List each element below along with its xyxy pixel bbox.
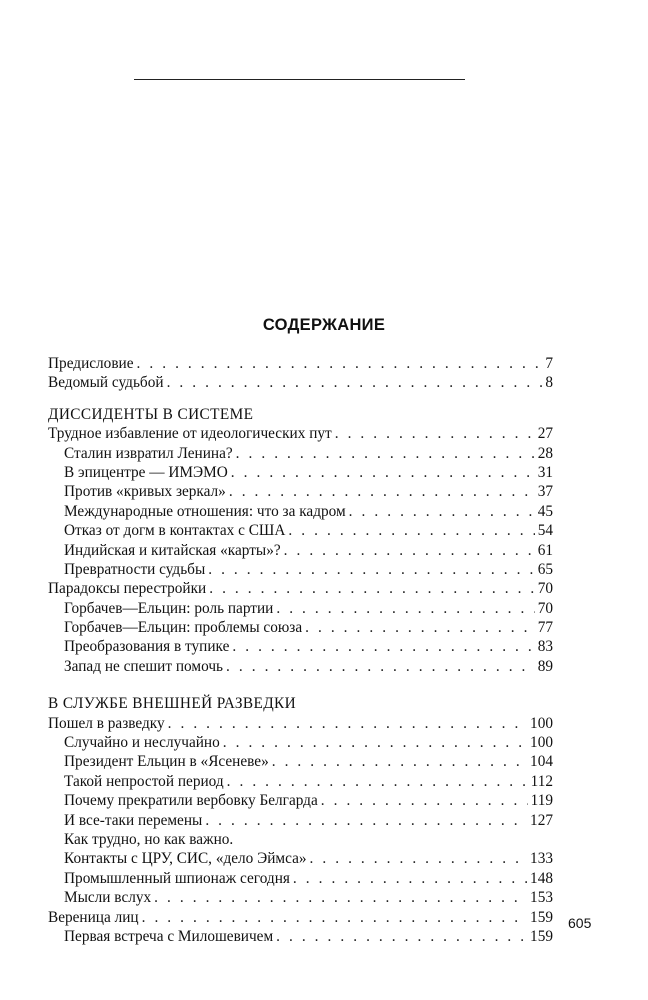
dot-leader	[284, 541, 535, 560]
toc-entry-led-by-fate[interactable]	[48, 373, 553, 392]
toc-subentry[interactable]	[48, 869, 553, 888]
toc-entry-page: 7	[545, 355, 553, 372]
toc-entry-title: Горбачев—Ельцин: роль партии	[64, 599, 274, 617]
dot-leader	[305, 618, 535, 637]
toc-subentry[interactable]	[48, 830, 553, 849]
dot-leader	[154, 888, 527, 907]
toc-entry-title: Горбачев—Ельцин: проблемы союза	[64, 619, 303, 637]
toc-entry-title: В эпицентре — ИМЭМО	[64, 463, 228, 481]
toc-subentry[interactable]	[48, 541, 553, 560]
toc-entry-page: 159	[530, 927, 553, 945]
toc-entry-title: Пошел в разведку	[48, 714, 165, 732]
toc-entry-page: 119	[530, 792, 553, 810]
dot-leader	[321, 791, 528, 810]
dot-leader	[335, 424, 535, 443]
toc-entry-page: 28	[537, 444, 553, 462]
toc-entry-title: И все-таки перемены	[64, 811, 203, 829]
toc-entry-title: Мысли вслух	[64, 889, 152, 907]
page-number: 605	[568, 915, 592, 931]
table-of-contents	[48, 354, 553, 946]
toc-entry-page: 127	[530, 811, 553, 829]
toc-entry[interactable]	[48, 424, 553, 443]
dot-leader	[349, 502, 535, 521]
toc-entry[interactable]	[48, 908, 553, 927]
toc-entry-title: Против «кривых зеркал»	[64, 483, 226, 501]
toc-subentry[interactable]	[48, 772, 553, 791]
toc-entry-title: Международные отношения: что за кадром	[64, 502, 346, 520]
toc-entry-title: Вереница лиц	[48, 908, 139, 926]
toc-entry-page: 100	[530, 714, 553, 732]
toc-subentry[interactable]	[48, 521, 553, 540]
dot-leader	[232, 637, 534, 656]
toc-entry-page: 104	[530, 753, 553, 771]
toc-entry-page: 112	[530, 772, 553, 790]
toc-entry-page: 27	[537, 425, 553, 443]
toc-subentry[interactable]	[48, 560, 553, 579]
toc-entry-page: 89	[537, 657, 553, 675]
dot-leader	[209, 579, 534, 598]
toc-entry[interactable]	[48, 579, 553, 598]
toc-entry-page: 133	[530, 850, 553, 868]
dot-leader	[236, 444, 535, 463]
toc-entry-page: 45	[537, 502, 553, 520]
dot-leader	[293, 869, 527, 888]
toc-entry-page: 148	[530, 869, 553, 887]
dot-leader	[229, 482, 535, 501]
toc-entry-page: 70	[537, 599, 553, 617]
toc-subentry[interactable]	[48, 657, 553, 676]
toc-entry-title: Ведомый судьбой	[48, 374, 164, 392]
toc-entry-title: Такой непростой период	[64, 772, 224, 790]
dot-leader	[272, 752, 527, 771]
dot-leader	[167, 373, 543, 392]
dot-leader	[168, 714, 527, 733]
toc-entry-title: Случайно и неслучайно	[64, 734, 220, 752]
dot-leader	[226, 657, 535, 676]
toc-entry-page: 65	[537, 560, 553, 578]
toc-subentry[interactable]	[48, 849, 553, 868]
dot-leader	[276, 599, 534, 618]
toc-subentry[interactable]	[48, 482, 553, 501]
toc-entry-page: 77	[537, 619, 553, 637]
toc-entry-title: Промышленный шпионаж сегодня	[64, 869, 290, 887]
toc-entry[interactable]	[48, 714, 553, 733]
toc-entry-title: Контакты с ЦРУ, СИС, «дело Эймса»	[64, 850, 307, 868]
dot-leader	[142, 908, 527, 927]
toc-subentry[interactable]	[48, 637, 553, 656]
toc-entry-page: 61	[537, 541, 553, 559]
toc-entry-title: Президент Ельцин в «Ясеневе»	[64, 753, 269, 771]
section-title-dissidents: ДИССИДЕНТЫ В СИСТЕМЕ	[48, 405, 254, 423]
dot-leader	[231, 463, 535, 482]
toc-entry-preface[interactable]	[48, 354, 553, 373]
toc-entry-title: Первая встреча с Милошевичем	[64, 927, 274, 945]
toc-entry-page: 83	[537, 638, 553, 656]
toc-entry-page: 54	[537, 522, 553, 540]
toc-subentry[interactable]	[48, 733, 553, 752]
dot-leader	[137, 354, 543, 373]
toc-subentry[interactable]	[48, 752, 553, 771]
dot-leader	[288, 521, 534, 540]
toc-entry-title: Предисловие	[48, 355, 134, 372]
toc-entry-title: Почему прекратили вербовку Белгарда	[64, 792, 318, 810]
toc-entry-title: Сталин извратил Ленина?	[64, 444, 233, 462]
toc-entry-title: Запад не спешит помочь	[64, 657, 224, 675]
toc-entry-page: 37	[537, 483, 553, 501]
toc-subentry[interactable]	[48, 811, 553, 830]
toc-subentry[interactable]	[48, 502, 553, 521]
dot-leader	[205, 811, 527, 830]
dot-leader	[276, 927, 527, 946]
dot-leader	[227, 772, 528, 791]
toc-entry-page: 31	[537, 463, 553, 481]
toc-subentry[interactable]	[48, 463, 553, 482]
toc-entry-page: 100	[530, 734, 553, 752]
section-title-intelligence: В СЛУЖБЕ ВНЕШНЕЙ РАЗВЕДКИ	[48, 695, 297, 713]
dot-leader	[208, 560, 534, 579]
toc-entry-title: Индийская и китайская «карты»?	[64, 541, 281, 559]
toc-entry-title: Отказ от догм в контактах с США	[64, 522, 286, 540]
dot-leader	[223, 733, 527, 752]
toc-subentry[interactable]	[48, 791, 553, 810]
toc-entry-page: 8	[545, 374, 553, 392]
toc-entry-title: Как трудно, но как важно.	[64, 830, 234, 848]
toc-subentry[interactable]	[48, 618, 553, 637]
dot-leader	[310, 849, 528, 868]
page-title: СОДЕРЖАНИЕ	[262, 316, 386, 334]
toc-subentry[interactable]	[48, 888, 553, 907]
toc-entry-title: Превратности судьбы	[64, 560, 206, 578]
top-rule	[134, 79, 465, 80]
toc-entry-title: Трудное избавление от идеологических пут	[48, 425, 332, 443]
toc-entry-title: Парадоксы перестройки	[48, 580, 207, 598]
toc-subentry[interactable]	[48, 599, 553, 618]
toc-entry-title: Преобразования в тупике	[64, 638, 230, 656]
toc-subentry[interactable]	[48, 927, 553, 946]
toc-entry-page: 153	[530, 889, 553, 907]
toc-entry-page: 159	[530, 908, 553, 926]
toc-subentry[interactable]	[48, 444, 553, 463]
toc-entry-page: 70	[537, 580, 553, 598]
